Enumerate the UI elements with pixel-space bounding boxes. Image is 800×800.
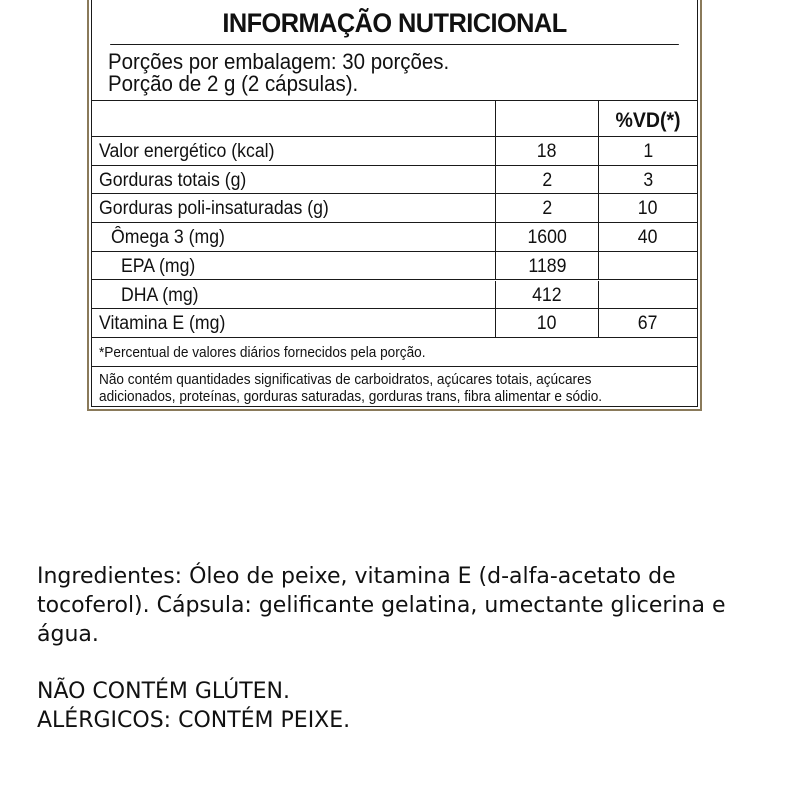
header-nutrient xyxy=(92,101,496,136)
nutrition-title: INFORMAÇÃO NUTRICIONAL xyxy=(110,0,679,45)
gluten-notice: NÃO CONTÉM GLÚTEN. xyxy=(37,679,290,704)
allergen-notice: ALÉRGICOS: CONTÉM PEIXE. xyxy=(37,708,351,733)
daily-value-footnote: *Percentual de valores diários fornecidos pela porção. xyxy=(92,339,697,367)
nutrition-facts-label xyxy=(87,0,702,411)
allergen-notes xyxy=(37,677,777,735)
table-row xyxy=(92,194,697,223)
servings-per-package: Porções por embalagem: 30 porções. xyxy=(108,49,450,74)
table-row xyxy=(92,223,697,252)
nutrient-name: Valor energético (kcal) xyxy=(92,137,496,165)
table-row xyxy=(92,166,697,195)
serving-size: Porção de 2 g (2 cápsulas). xyxy=(108,71,359,96)
nutrient-name: Gorduras totais (g) xyxy=(92,166,496,194)
nutrient-amount: 1600 xyxy=(496,223,599,251)
nutrient-daily-value: 1 xyxy=(643,141,653,162)
nutrient-name: Vitamina E (mg) xyxy=(92,309,496,337)
nutrient-name: EPA (mg) xyxy=(92,252,496,280)
nutrient-amount: 412 xyxy=(496,281,599,309)
nutrient-daily-value: 10 xyxy=(638,198,658,220)
serving-info xyxy=(92,44,697,101)
table-row xyxy=(92,137,697,166)
table-header-row xyxy=(92,101,697,137)
nutrition-disclaimer: Não contém quantidades significativas de carboidratos, açúcares totais, açúcares adicionados, proteínas, gorduras saturadas, gorduras trans, fibra alimentar e sódio. xyxy=(99,372,603,405)
nutrient-daily-value: 40 xyxy=(638,227,658,249)
nutrient-amount: 10 xyxy=(496,309,599,337)
nutrient-name: DHA (mg) xyxy=(92,281,496,309)
table-row xyxy=(92,281,697,310)
nutrient-amount: 18 xyxy=(496,137,599,165)
nutrient-amount: 1189 xyxy=(496,252,599,280)
header-amount xyxy=(496,101,599,136)
nutrient-amount: 2 xyxy=(496,166,599,194)
nutrient-name: Gorduras poli-insaturadas (g) xyxy=(92,194,496,222)
nutrient-daily-value xyxy=(599,252,697,280)
nutrition-table xyxy=(91,0,698,407)
nutrient-daily-value: 3 xyxy=(643,169,653,191)
header-daily-value: %VD(*) xyxy=(615,109,681,132)
nutrient-daily-value: 67 xyxy=(638,313,658,335)
nutrient-daily-value xyxy=(599,281,697,309)
ingredients-text: Ingredientes: Óleo de peixe, vitamina E (d-alfa-acetato de tocoferol). Cápsula: gelificante gelatina, umectante glicerina e água. xyxy=(37,564,726,647)
nutrient-name: Ômega 3 (mg) xyxy=(92,223,496,251)
table-row xyxy=(92,309,697,338)
nutrient-amount: 2 xyxy=(496,194,599,222)
table-row xyxy=(92,252,697,281)
